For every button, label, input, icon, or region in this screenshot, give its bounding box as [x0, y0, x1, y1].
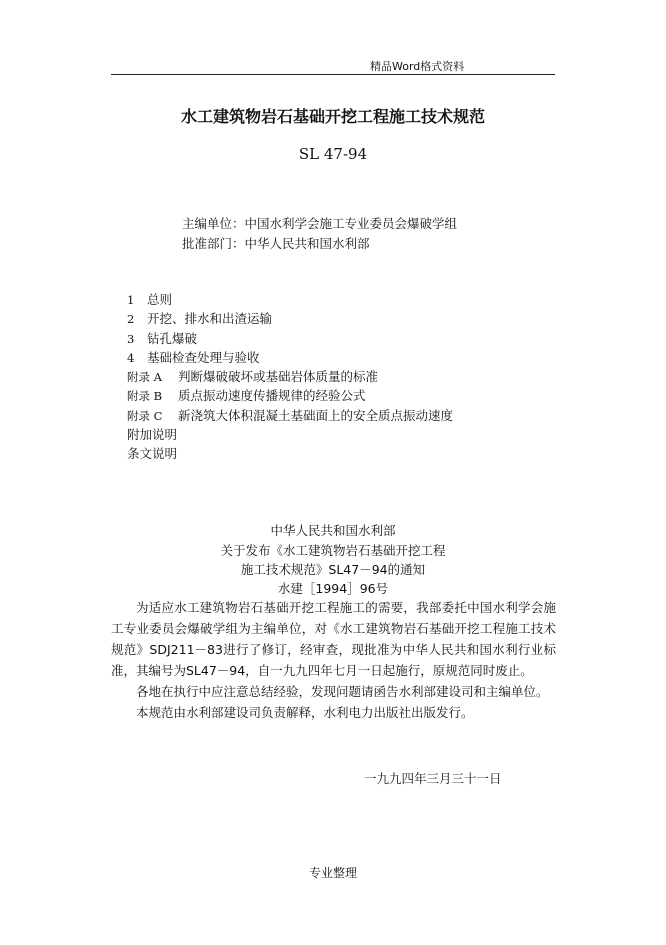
notice-paragraph: 各地在执行中应注意总结经验，发现问题请函告水利部建设司和主编单位。: [136, 684, 549, 699]
toc-item-number: 3: [127, 331, 135, 346]
notice-body: [111, 597, 556, 723]
notice-document-number: 水建［1994］96号: [277, 581, 389, 596]
toc-item-label: 钻孔爆破: [147, 330, 198, 346]
toc-item-label: 条文说明: [127, 446, 178, 462]
header-divider: [111, 74, 555, 75]
table-of-contents: [127, 290, 453, 464]
standard-code: SL 47-94: [298, 145, 368, 163]
toc-item-label: 总则: [147, 292, 173, 307]
notice-heading-line2: 施工技术规范》SL47－94的通知: [240, 562, 426, 577]
toc-item-number: 附录 B: [127, 389, 163, 404]
toc-item-label: 质点振动速度传播规律的经验公式: [178, 388, 366, 404]
toc-item-label: 附加说明: [127, 427, 178, 443]
toc-item-number: 4: [127, 350, 135, 365]
notice-heading-line1: 关于发布《水工建筑物岩石基础开挖工程: [220, 543, 446, 558]
toc-item-label: 基础检查处理与验收: [147, 349, 260, 365]
toc-item-number: 附录 A: [127, 370, 162, 385]
toc-item-number: 2: [127, 312, 135, 327]
toc-item-label: 开挖、排水和出渣运输: [147, 311, 273, 327]
notice-paragraph: 本规范由水利部建设司负责解释，水利电力出版社出版发行。: [136, 705, 474, 720]
toc-item-label: 判断爆破破坏或基础岩体质量的标准: [178, 369, 379, 385]
toc-item: [127, 425, 453, 444]
toc-item: [127, 406, 453, 425]
editor-unit: 主编单位：中国水利学会施工专业委员会爆破学组: [182, 216, 458, 231]
notice-paragraph: 为适应水工建筑物岩石基础开挖工程施工的需要，我部委托中国水利学会施工专业委员会爆破学组为主编单位，对《水工建筑物岩石基础开挖工程施工技术规范》SDJ211－83进行了修订，经审查，现批准为中华人民共和国水利行业标准，其编号为SL47－94，自一九九四年七月一日起施行，原规范同时废止。: [111, 600, 556, 678]
toc-item: [127, 290, 453, 309]
toc-item: [127, 444, 453, 463]
toc-item: [127, 309, 453, 328]
toc-item-number: 1: [127, 293, 135, 307]
notice-date: 一九九四年三月三十一日: [364, 771, 502, 786]
page-header-label: 精品Word格式资料: [370, 60, 465, 73]
toc-item-label: 新浇筑大体积混凝土基础面上的安全质点振动速度: [178, 407, 454, 423]
toc-item: [127, 386, 453, 405]
approving-department: 批准部门：中华人民共和国水利部: [182, 236, 370, 251]
toc-item: [127, 367, 453, 386]
page-footer-label: 专业整理: [308, 866, 357, 880]
document-title: 水工建筑物岩石基础开挖工程施工技术规范: [180, 107, 485, 126]
toc-item: [127, 329, 453, 348]
toc-item-number: 附录 C: [127, 408, 163, 423]
toc-item: [127, 348, 453, 367]
notice-issuer: 中华人民共和国水利部: [270, 523, 396, 538]
